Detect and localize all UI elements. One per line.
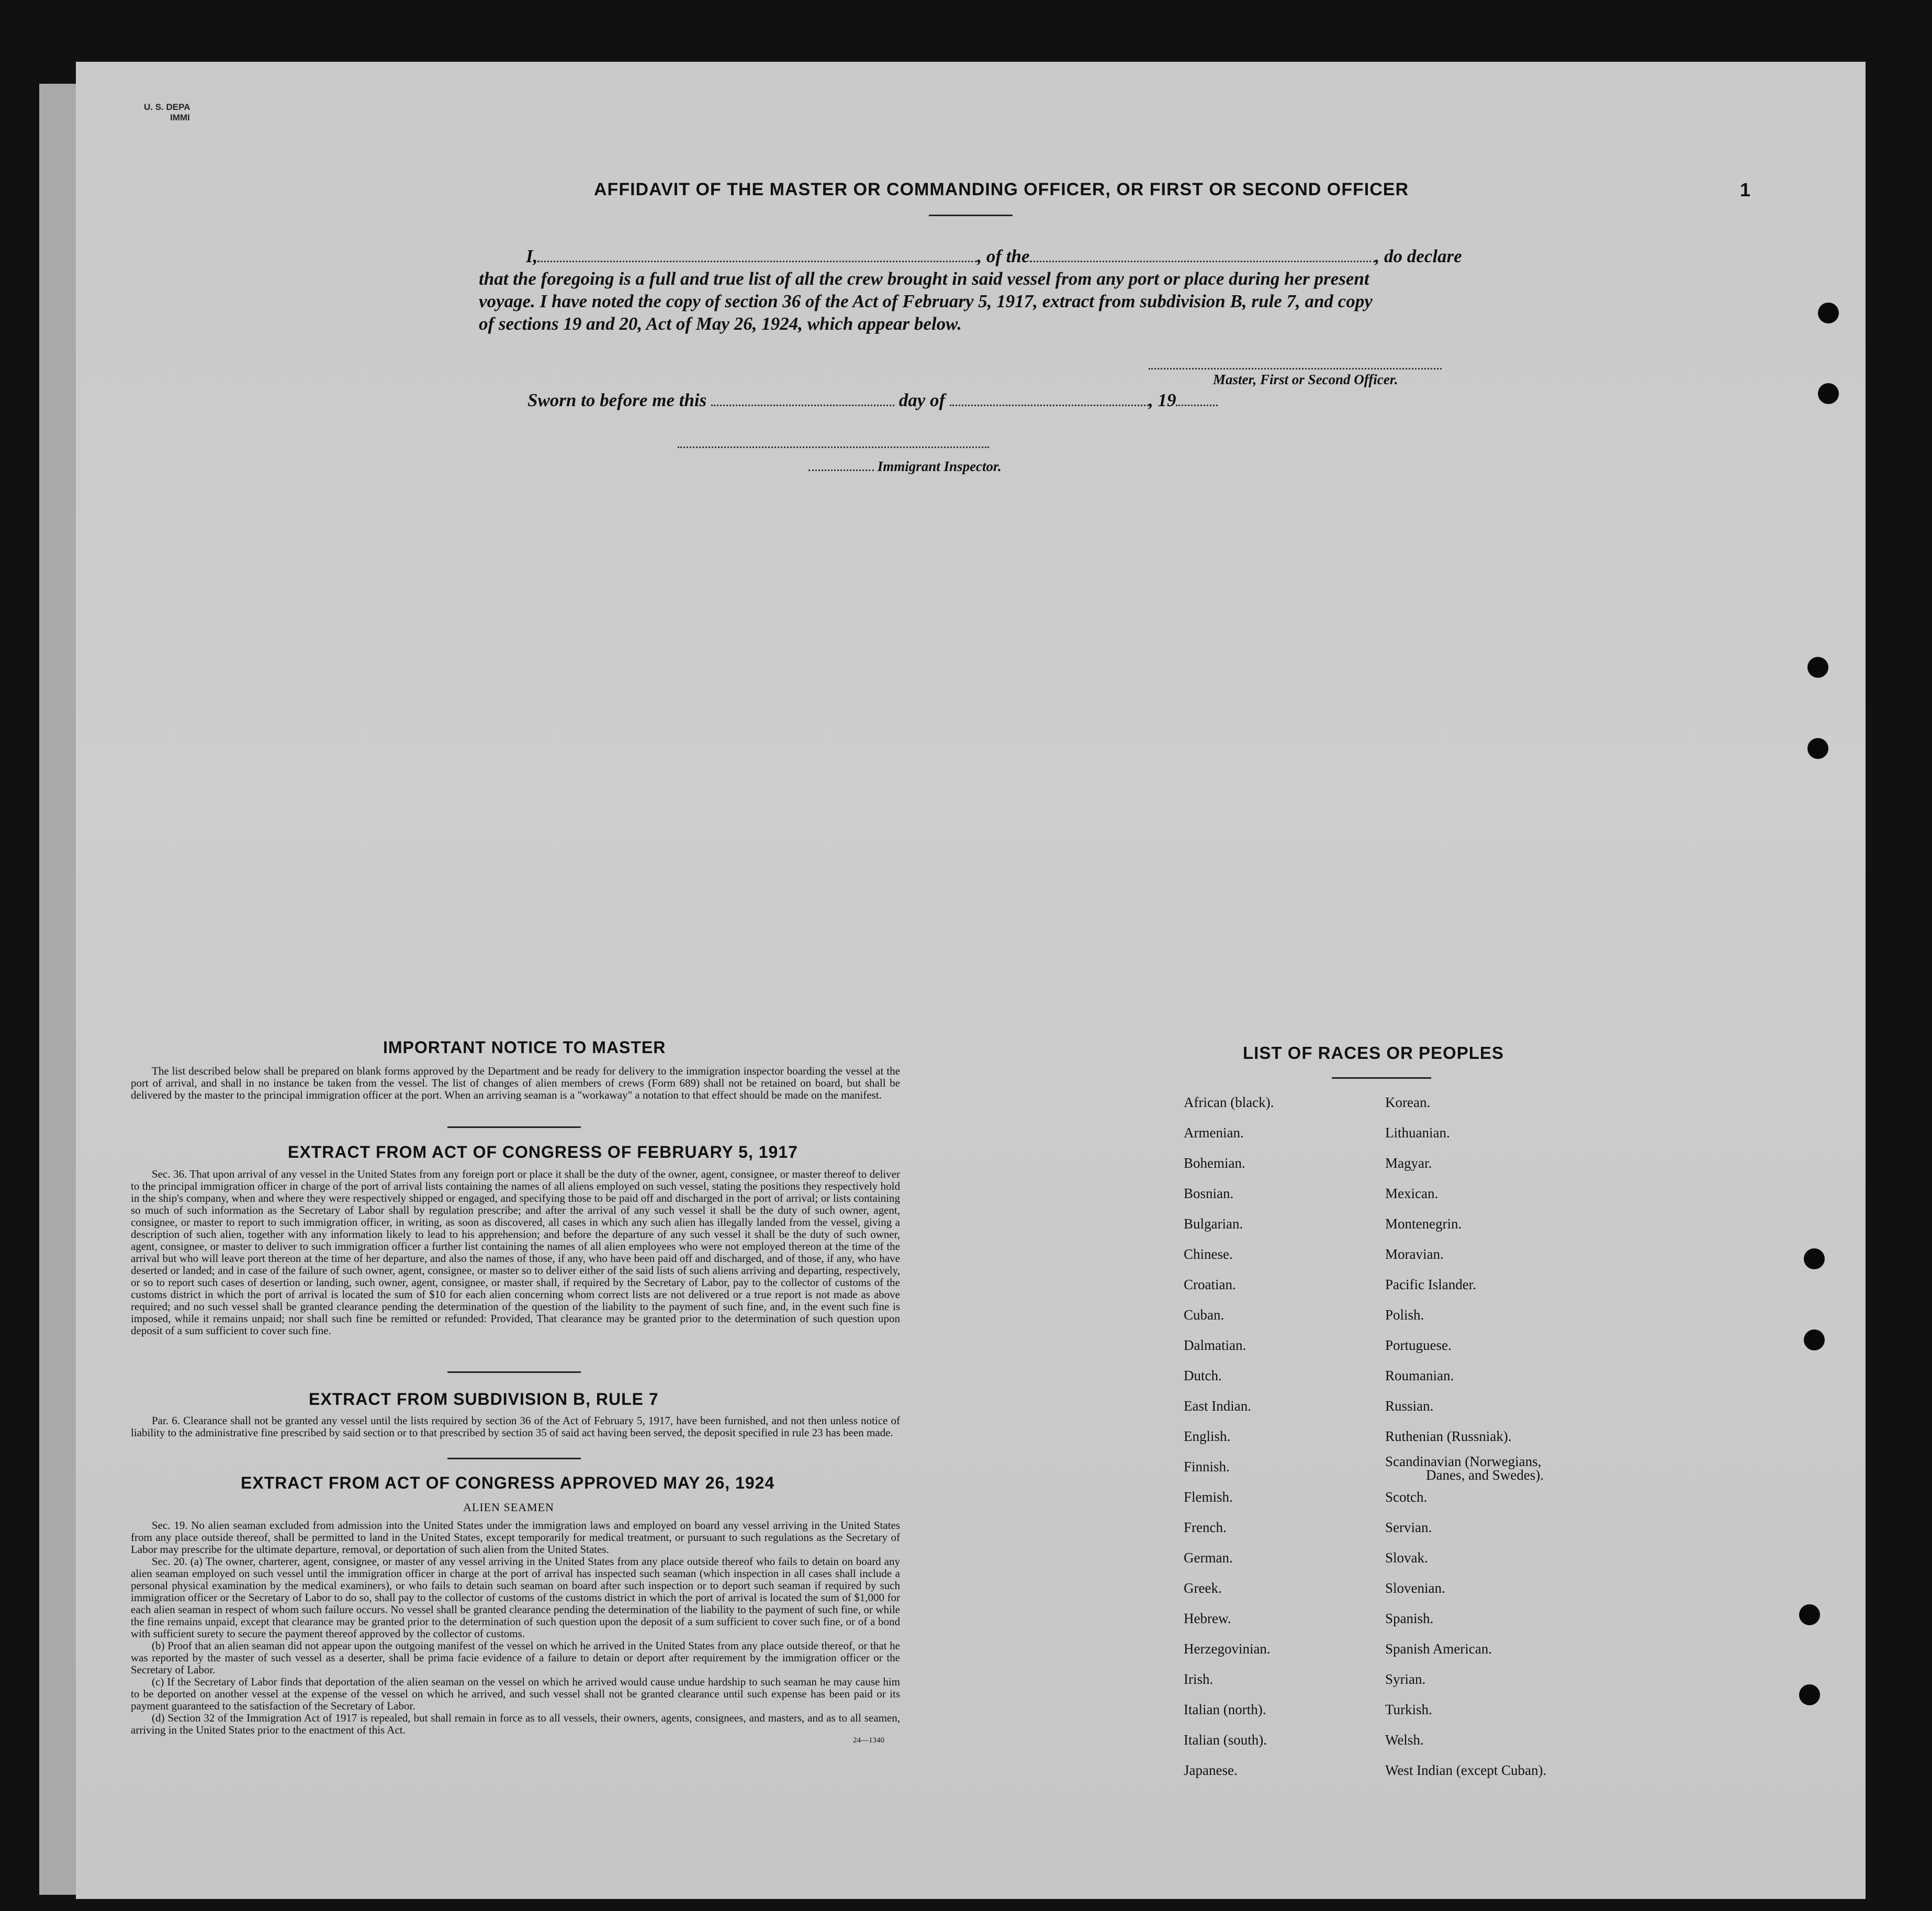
race-item: Dalmatian.	[1184, 1337, 1246, 1353]
race-item: Scotch.	[1385, 1489, 1428, 1505]
race-item: Dutch.	[1184, 1368, 1222, 1383]
vessel-blank	[1030, 261, 1375, 262]
name-blank	[537, 261, 977, 262]
rule7-text: Par. 6. Clearance shall not be granted any vessel until the lists required by section 36 of the Act of February 5, 1917, have been furnished, and not then unless notice of liability to the administrative fine prescribed by said section or to that prescribed by section 35 of said act having been served, the deposit specified in rule 23 has been made.	[131, 1414, 900, 1439]
race-item: Croatian.	[1184, 1277, 1236, 1292]
punch-hole-icon	[1804, 1329, 1825, 1350]
sec20d-text: (d) Section 32 of the Immigration Act of 1917 is repealed, but shall remain in force as to all vessels, their owners, agents, consignees, and masters, and as to all seamen, arriving in the United States prior to the enactment of this Act.	[131, 1712, 900, 1736]
race-item: Cuban.	[1184, 1307, 1225, 1323]
race-item: Syrian.	[1385, 1671, 1426, 1687]
punch-hole-icon	[1799, 1684, 1820, 1705]
race-item: Japanese.	[1184, 1762, 1238, 1778]
race-item: Russian.	[1385, 1398, 1434, 1414]
punch-hole-icon	[1807, 738, 1828, 759]
race-item: Slovenian.	[1385, 1580, 1445, 1596]
title-divider	[929, 215, 1013, 216]
extract-1924-text	[131, 1519, 900, 1745]
sec20c-text: (c) If the Secretary of Labor finds that deportation of the alien seaman on the vessel on which he arrived would cause undue hardship to such seaman he may cause him to be deported on another vessel at the expense of the vessel on which he arrived, and such vessel shall not be granted clearance until such expense has been paid or its payment guaranteed to the satisfaction of the Secretary of Labor.	[131, 1675, 900, 1712]
races-divider	[1332, 1077, 1431, 1079]
race-item: Finnish.	[1184, 1459, 1230, 1474]
rule7-title: EXTRACT FROM SUBDIVISION B, RULE 7	[309, 1390, 659, 1409]
races-right-column	[1385, 1087, 1546, 1785]
punch-hole-icon	[1807, 657, 1828, 678]
race-item: Danes, and Swedes).	[1426, 1467, 1544, 1483]
inspector-signature-label: Immigrant Inspector.	[808, 459, 1002, 475]
corner-stamp: U. S. DEPA IMMI	[144, 102, 190, 122]
notice-text: The list described below shall be prepared on blank forms approved by the Department and be ready for delivery to the immigration inspector boarding the vessel at the port of arrival, and shall in no instance be taken from the vessel. The list of changes of alien members of crews (Form 689) shall not be retained on board, but shall be delivered by the master to the principal immigration officer at the port. When an arriving seaman is a "workaway" a notation to that effect should be made on the manifest.	[131, 1065, 900, 1101]
race-item: Korean.	[1385, 1094, 1431, 1110]
race-item: Irish.	[1184, 1671, 1214, 1687]
race-item: Hebrew.	[1184, 1611, 1231, 1626]
race-item: Montenegrin.	[1385, 1216, 1462, 1232]
punch-hole-icon	[1804, 1248, 1825, 1269]
margin-mark: 1	[1740, 179, 1751, 200]
master-signature-line	[1149, 368, 1442, 370]
race-item: Magyar.	[1385, 1155, 1432, 1171]
race-item: German.	[1184, 1550, 1233, 1566]
race-item: Bohemian.	[1184, 1155, 1245, 1171]
affidavit-body: I, , of the , do declare that the foregoing is a full and true list of all the crew brought in said vessel from any port or place during her present voyage. I have noted the copy of section 36 of the Act of February 5, 1917, extract from subdivision B, rule 7, and copy of sections 19 and 20, Act of May 26, 1924, which appear below.	[479, 246, 1462, 334]
race-item: Slovak.	[1385, 1550, 1428, 1566]
race-item: Polish.	[1385, 1307, 1424, 1323]
race-item: Pacific Islander.	[1385, 1277, 1476, 1292]
race-item: Italian (north).	[1184, 1702, 1266, 1717]
alien-seamen-subtitle: ALIEN SEAMEN	[463, 1501, 554, 1514]
affidavit-title: AFFIDAVIT OF THE MASTER OR COMMANDING OFFICER, OR FIRST OR SECOND OFFICER	[594, 180, 1409, 199]
race-item: African (black).	[1184, 1094, 1274, 1110]
sworn-day-blank	[711, 405, 894, 406]
race-item: Spanish.	[1385, 1611, 1434, 1626]
sworn-year-blank	[1176, 405, 1218, 406]
race-item: Bulgarian.	[1184, 1216, 1243, 1232]
race-item: Flemish.	[1184, 1489, 1233, 1505]
punch-hole-icon	[1799, 1604, 1820, 1625]
master-signature-label: Master, First or Second Officer.	[1213, 372, 1398, 387]
extract-1917-divider	[447, 1371, 581, 1373]
race-item: Spanish American.	[1385, 1641, 1492, 1657]
form-number: 24—1340	[853, 1736, 884, 1745]
race-item: Scandinavian (Norwegians,	[1385, 1454, 1542, 1469]
sec20a-text: Sec. 20. (a) The owner, charterer, agent, consignee, or master of any vessel arriving in the United States from any place outside thereof who fails to detain on board any alien seaman employed on such vessel until the immigration officer in charge at the port of arrival has inspected such seaman (which inspection in all cases shall include a personal physical examination by the medical examiners), or who fails to detain such seaman on board after such inspection or to deport such seaman if required by such immigration officer or the Secretary of Labor to do so, shall pay to the collector of customs of the customs district in which the port of arrival is located the sum of $1,000 for each alien seaman in respect of whom such failure occurs. No vessel shall be granted clearance pending the determination of the liability to the payment of such fine, or while the fine remains unpaid, except that clearance may be granted prior to the determination of such question upon the deposit of a sum sufficient to cover such fine, or of a bond with sufficient surety to secure the payment thereof approved by the collector of customs.	[131, 1555, 900, 1640]
race-item: Bosnian.	[1184, 1186, 1234, 1201]
race-item: French.	[1184, 1519, 1227, 1535]
race-item: East Indian.	[1184, 1398, 1251, 1414]
race-item: Ruthenian (Russniak).	[1385, 1428, 1512, 1444]
race-item: Armenian.	[1184, 1125, 1244, 1141]
race-item: Lithuanian.	[1385, 1125, 1450, 1141]
sworn-month-blank	[950, 405, 1149, 406]
extract-1917-title: EXTRACT FROM ACT OF CONGRESS OF FEBRUARY 5, 1917	[288, 1143, 798, 1161]
inspector-signature-line	[678, 446, 989, 448]
sworn-line: Sworn to before me this day of , 19	[527, 390, 1218, 411]
race-item: Moravian.	[1385, 1246, 1444, 1262]
sec20b-text: (b) Proof that an alien seaman did not appear upon the outgoing manifest of the vessel on which he arrived in the United States from any place outside thereof, or that he was reported by the master of such vessel as a deserter, shall be prima facie evidence of a failure to detain or deport after requirement by the immigration officer or the Secretary of Labor.	[131, 1639, 900, 1676]
race-item: Servian.	[1385, 1519, 1432, 1535]
notice-divider	[447, 1126, 581, 1128]
punch-hole-icon	[1818, 303, 1839, 323]
race-item: Turkish.	[1385, 1702, 1432, 1717]
races-left-column	[1184, 1087, 1274, 1785]
race-item: Mexican.	[1385, 1186, 1439, 1201]
race-item: Greek.	[1184, 1580, 1222, 1596]
race-item: Portuguese.	[1385, 1337, 1452, 1353]
race-item: Herzegovinian.	[1184, 1641, 1271, 1657]
punch-hole-icon	[1818, 383, 1839, 404]
races-title: LIST OF RACES OR PEOPLES	[1243, 1043, 1504, 1063]
race-item: Welsh.	[1385, 1732, 1424, 1748]
race-item: Roumanian.	[1385, 1368, 1454, 1383]
race-item: West Indian (except Cuban).	[1385, 1762, 1547, 1778]
race-item: English.	[1184, 1428, 1231, 1444]
extract-1917-text: Sec. 36. That upon arrival of any vessel in the United States from any foreign port or place it shall be the duty of the owner, agent, consignee, or master thereof to deliver to the principal immigration officer in charge of the port of arrival lists containing the names of all aliens employed on such vessel, stating the positions they respectively hold in the ship's company, when and where they were respectively shipped or engaged, and specifying those to be paid off and discharged in the port of arrival; or lists containing so much of such information as the Secretary of Labor shall by regulation prescribe; and after the arrival of any such vessel it shall be the duty of such owner, agent, consignee, or master to report to such immigration officer, in writing, as soon as discovered, all cases in which any such alien has illegally landed from the vessel, giving a description of such alien, together with any information likely to lead to his apprehension; and before the departure of any such vessel it shall be the duty of such owner, agent, consignee, or master to deliver to such immigration officer a further list containing the names of all alien employees who were not employed thereon at the time of the arrival but who will leave port thereon at the time of her departure, and also the names of those, if any, who have been paid off and discharged, and of those, if any, who have deserted or landed; and in case of the failure of such owner, agent, consignee, or master so to deliver either of the said lists of such aliens arriving and departing, respectively, or so to report such cases of desertion or landing, such owner, agent, consignee, or master shall, if required by the Secretary of Labor, pay to the collector of customs of the customs district in which the port of arrival is located the sum of $10 for each alien concerning whom correct lists are not delivered or a true report is not made as above required; and no such vessel shall be granted clearance pending the determination of the question of the liability to the payment of such fine, and, in the event such fine is imposed, while it remains unpaid; nor shall such fine be remitted or refunded: Provided, That clearance may be granted prior to the determination of such question upon deposit of a sum sufficient to cover such fine.	[131, 1168, 900, 1337]
rule7-divider	[447, 1458, 581, 1459]
extract-1924-title: EXTRACT FROM ACT OF CONGRESS APPROVED MAY 26, 1924	[241, 1473, 775, 1492]
notice-title: IMPORTANT NOTICE TO MASTER	[383, 1038, 666, 1057]
sec19-text: Sec. 19. No alien seaman excluded from admission into the United States under the immigration laws and employed on board any vessel arriving in the United States from any place outside thereof, shall be permitted to land in the United States, except temporarily for medical treatment, or pursuant to such regulations as the Secretary of Labor may prescribe for the ultimate departure, removal, or deportation of such alien from the United States.	[131, 1519, 900, 1556]
race-item: Italian (south).	[1184, 1732, 1267, 1748]
race-item: Chinese.	[1184, 1246, 1233, 1262]
left-page-strip	[39, 84, 78, 1895]
